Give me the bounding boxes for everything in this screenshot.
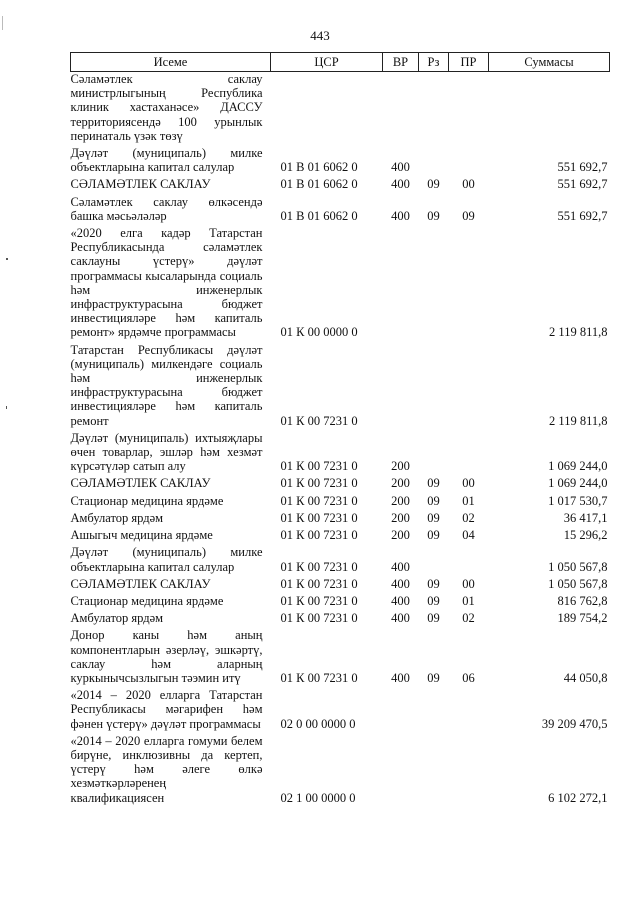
cell-rz: 09: [427, 528, 440, 543]
cell-sum: 816 762,8: [557, 593, 608, 608]
cell-vr: [383, 343, 419, 431]
page-number: 443: [310, 28, 330, 43]
table-row: [71, 72, 610, 147]
cell-vr: 400: [391, 670, 410, 685]
cell-name: «2020 елга кадәр Татарстан Республикасында сәламәтлек саклауны үстерү» дәүләт программасы кысаларында социаль һәм инженерлык инфраструктурасына бюджет инвестицияләре һәм капиталь ремонт» ярдәмче программасы: [70, 226, 263, 340]
cell-name: Стационар медицина ярдәме: [70, 493, 224, 508]
cell-sum: 2 119 811,8: [549, 325, 608, 340]
scan-mark: [6, 406, 7, 409]
cell-sum: 551 692,7: [557, 160, 608, 175]
cell-csr: 01 К 00 7231 0: [280, 413, 358, 428]
table-row: [71, 628, 610, 688]
cell-csr: [271, 72, 383, 147]
cell-pr: [449, 431, 489, 477]
cell-sum: 1 069 244,0: [548, 476, 608, 491]
cell-name: СӘЛАМӘТЛЕК САКЛАУ: [70, 476, 211, 491]
table-row: [71, 511, 610, 528]
cell-sum: 2 119 811,8: [549, 413, 608, 428]
scan-mark: [2, 16, 3, 30]
budget-table: [70, 52, 610, 808]
table-header: [71, 53, 610, 72]
cell-csr: 01 К 00 7231 0: [280, 459, 358, 474]
table-body: [71, 72, 610, 808]
cell-sum: 1 050 567,8: [548, 576, 608, 591]
cell-pr: 01: [462, 493, 475, 508]
cell-pr: 04: [462, 528, 475, 543]
cell-pr: [449, 146, 489, 177]
cell-name: Дәүләт (муниципаль) милке объектларына капитал салулар: [70, 146, 263, 175]
table-row: [71, 146, 610, 177]
cell-rz: 09: [427, 208, 440, 223]
cell-csr: 01 К 00 7231 0: [280, 593, 358, 608]
cell-sum: 551 692,7: [557, 208, 608, 223]
cell-name: Стационар медицина ярдәме: [70, 593, 224, 608]
table-row: [71, 431, 610, 477]
cell-rz: 09: [427, 670, 440, 685]
cell-csr: 01 В 01 6062 0: [280, 208, 358, 223]
cell-vr: 400: [391, 611, 410, 626]
cell-vr: 400: [391, 208, 410, 223]
cell-vr: [383, 688, 419, 734]
cell-rz: 09: [427, 476, 440, 491]
cell-pr: 00: [462, 177, 475, 192]
table-row: [71, 611, 610, 628]
cell-rz: [419, 431, 449, 477]
cell-csr: 02 1 00 0000 0: [280, 790, 356, 805]
scan-mark: [6, 258, 8, 260]
cell-vr: 200: [391, 528, 410, 543]
table-row: [71, 734, 610, 808]
cell-rz: [419, 343, 449, 431]
cell-vr: 200: [391, 476, 410, 491]
table-row: [71, 577, 610, 594]
cell-sum: 1 069 244,0: [548, 459, 608, 474]
header-pr: ПР: [449, 53, 489, 72]
cell-rz: 09: [427, 593, 440, 608]
cell-vr: 200: [391, 459, 410, 474]
table-row: [71, 177, 610, 194]
cell-sum: [489, 72, 610, 147]
cell-vr: [383, 734, 419, 808]
cell-rz: 09: [427, 576, 440, 591]
cell-rz: [419, 545, 449, 576]
cell-sum: 1 050 567,8: [548, 559, 608, 574]
cell-name: Сәламәтлек саклау өлкәсендә башка мәсьәләләр: [70, 194, 263, 223]
cell-name: Татарстан Республикасы дәүләт (муниципаль) милкендәге социаль һәм инженерлык инфраструктурасына бюджет инвестицияләре һәм капиталь ремонт: [70, 342, 263, 428]
header-rz: Рз: [419, 53, 449, 72]
cell-vr: 200: [391, 493, 410, 508]
table-row: [71, 688, 610, 734]
cell-csr: 01 К 00 7231 0: [280, 576, 358, 591]
cell-vr: 400: [391, 576, 410, 591]
cell-name: «2014 – 2020 елларга гомуми белем бирүне, инклюзивны да кертеп, үстерү һәм әлеге өлкә хезмәткәрләренең квалификациясен: [70, 733, 263, 805]
cell-vr: [383, 72, 419, 147]
cell-vr: 400: [391, 559, 410, 574]
cell-pr: [449, 545, 489, 576]
cell-name: Дәүләт (муниципаль) ихтыяҗлары өчен товарлар, эшләр һәм хезмәт күрсәтүләр сатып алу: [70, 430, 263, 474]
cell-pr: 09: [462, 208, 475, 223]
cell-rz: [419, 688, 449, 734]
cell-csr: 02 0 00 0000 0: [280, 716, 356, 731]
cell-pr: 02: [462, 510, 475, 525]
cell-pr: 06: [462, 670, 475, 685]
cell-rz: 09: [427, 493, 440, 508]
cell-pr: [449, 734, 489, 808]
cell-sum: 551 692,7: [557, 177, 608, 192]
cell-name: Сәламәтлек саклау министрлыгының Республика клиник хастаханәсе» ДАССУ территориясендә 100 урынлык перинаталь үзәк төзү: [70, 72, 263, 143]
cell-name: Донор каны һәм аның компонентларын әзерләү, эшкәртү, саклау һәм аларның куркынычсызлыгын тәэмин итү: [70, 628, 263, 685]
table-row: [71, 343, 610, 431]
cell-name: Амбулатор ярдәм: [70, 510, 164, 525]
cell-name: СӘЛАМӘТЛЕК САКЛАУ: [70, 177, 211, 192]
cell-vr: 400: [391, 177, 410, 192]
cell-name: «2014 – 2020 елларга Татарстан Республикасы мәгарифен һәм фәнен үстерү» дәүләт программасы: [70, 688, 263, 731]
cell-sum: 44 050,8: [563, 670, 608, 685]
cell-vr: 400: [391, 593, 410, 608]
cell-rz: [419, 72, 449, 147]
cell-pr: [449, 226, 489, 343]
cell-pr: [449, 343, 489, 431]
cell-rz: [419, 226, 449, 343]
cell-pr: [449, 688, 489, 734]
table-row: [71, 476, 610, 493]
header-csr: ЦСР: [271, 53, 383, 72]
cell-vr: [383, 226, 419, 343]
table-row: [71, 545, 610, 576]
cell-rz: [419, 146, 449, 177]
table-row: [71, 226, 610, 343]
header-vr: ВР: [383, 53, 419, 72]
cell-name: Дәүләт (муниципаль) милке объектларына капитал салулар: [70, 545, 263, 574]
cell-rz: 09: [427, 510, 440, 525]
cell-name: Амбулатор ярдәм: [70, 611, 164, 626]
header-name: Исеме: [71, 53, 271, 72]
cell-vr: 400: [391, 160, 410, 175]
cell-name: СӘЛАМӘТЛЕК САКЛАУ: [70, 576, 211, 591]
cell-csr: 01 В 01 6062 0: [280, 160, 358, 175]
table-row: [71, 594, 610, 611]
cell-rz: 09: [427, 177, 440, 192]
cell-pr: [449, 72, 489, 147]
cell-sum: 39 209 470,5: [541, 716, 608, 731]
cell-pr: 01: [462, 593, 475, 608]
cell-csr: 01 К 00 7231 0: [280, 670, 358, 685]
cell-csr: 01 К 00 7231 0: [280, 559, 358, 574]
cell-sum: 15 296,2: [563, 528, 608, 543]
cell-name: Ашыгыч медицина ярдәме: [70, 528, 213, 543]
cell-sum: 36 417,1: [563, 510, 608, 525]
table-row: [71, 195, 610, 226]
cell-csr: 01 К 00 7231 0: [280, 528, 358, 543]
cell-pr: 00: [462, 476, 475, 491]
cell-csr: 01 В 01 6062 0: [280, 177, 358, 192]
cell-csr: 01 К 00 7231 0: [280, 476, 358, 491]
table-row: [71, 494, 610, 511]
cell-pr: 02: [462, 611, 475, 626]
cell-sum: 6 102 272,1: [548, 790, 608, 805]
header-sum: Суммасы: [489, 53, 610, 72]
cell-csr: 01 К 00 7231 0: [280, 611, 358, 626]
cell-csr: 01 К 00 7231 0: [280, 510, 358, 525]
cell-vr: 200: [391, 510, 410, 525]
cell-rz: [419, 734, 449, 808]
cell-rz: 09: [427, 611, 440, 626]
cell-pr: 00: [462, 576, 475, 591]
cell-sum: 189 754,2: [557, 611, 608, 626]
cell-sum: 1 017 530,7: [548, 493, 608, 508]
cell-csr: 01 К 00 7231 0: [280, 493, 358, 508]
table-row: [71, 528, 610, 545]
cell-csr: 01 К 00 0000 0: [280, 325, 358, 340]
